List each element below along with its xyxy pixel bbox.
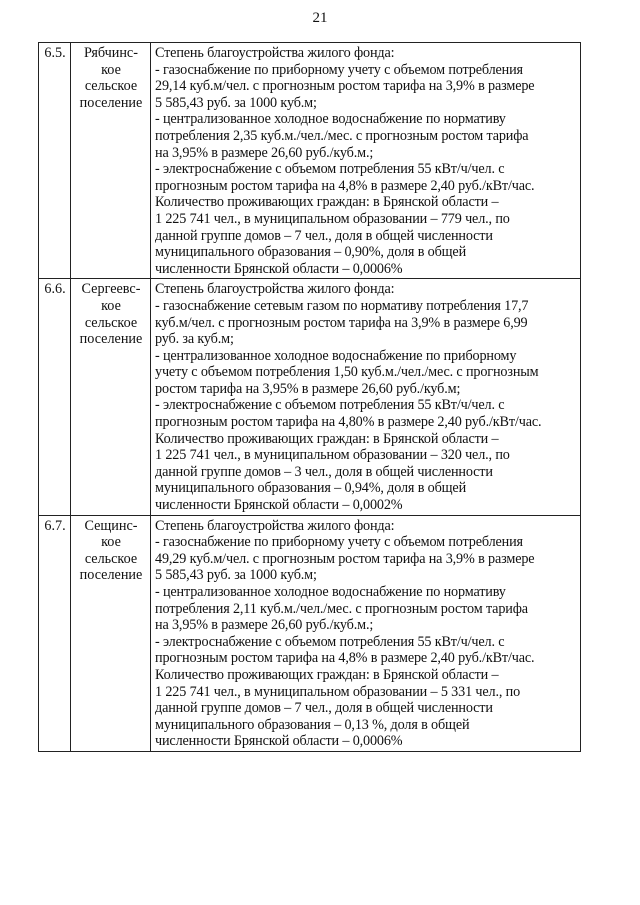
description-line: 1 225 741 чел., в муниципальном образовании – 320 чел., по (155, 447, 510, 464)
description-line: потребления 2,35 куб.м./чел./мес. с прогнозным ростом тарифа (155, 127, 529, 144)
settlement-name (71, 279, 151, 515)
description-line: Степень благоустройства жилого фонда: (155, 281, 395, 298)
row-number: 6.5. (39, 43, 71, 279)
settlement-name-line: кое (101, 297, 121, 314)
settlement-name-line: сельское (84, 550, 138, 567)
description-line: учету с объемом потребления 1,50 куб.м./чел./мес. с прогнозным (155, 364, 539, 381)
description-line: Степень благоустройства жилого фонда: (155, 517, 395, 534)
row-number: 6.6. (39, 279, 71, 515)
settlement-name-line: Сещинс- (84, 517, 138, 534)
description-line: Количество проживающих граждан: в Брянской области – (155, 666, 499, 683)
description-line: - газоснабжение по приборному учету с объемом потребления (155, 61, 523, 78)
description-line: куб.м/чел. с прогнозным ростом тарифа на 3,9% в размере 6,99 (155, 314, 528, 331)
description-line: руб. за куб.м; (155, 331, 234, 348)
description-line: данной группе домов – 7 чел., доля в общей численности (155, 700, 493, 717)
housing-description (151, 279, 581, 515)
settlement-name-line: кое (101, 61, 121, 78)
description-line: ростом тарифа на 3,95% в размере 26,60 руб./куб.м; (155, 380, 461, 397)
settlement-name-line: поселение (79, 94, 143, 111)
description-line: данной группе домов – 7 чел., доля в общей численности (155, 227, 493, 244)
description-line: 1 225 741 чел., в муниципальном образовании – 779 чел., по (155, 210, 510, 227)
settlement-name (71, 43, 151, 279)
settlement-name-line: сельское (84, 314, 138, 331)
description-line: муниципального образования – 0,13 %, доля в общей (155, 716, 470, 733)
description-line: - электроснабжение с объемом потребления 55 кВт/ч/чел. с (155, 397, 505, 414)
page-number: 21 (312, 10, 328, 26)
description-line: прогнозным ростом тарифа на 4,8% в размере 2,40 руб./кВт/час. (155, 650, 535, 667)
description-line: численности Брянской области – 0,0002% (155, 497, 403, 514)
table-row (39, 279, 581, 515)
description-line: прогнозным ростом тарифа на 4,80% в размере 2,40 руб./кВт/час. (155, 414, 542, 431)
description-line: на 3,95% в размере 26,60 руб./куб.м.; (155, 144, 374, 161)
description-line: муниципального образования – 0,90%, доля в общей (155, 244, 467, 261)
description-line: численности Брянской области – 0,0006% (155, 733, 403, 750)
description-line: потребления 2,11 куб.м./чел./мес. с прогнозным ростом тарифа (155, 600, 528, 617)
description-line: Количество проживающих граждан: в Брянской области – (155, 194, 499, 211)
settlement-name-line: сельское (84, 78, 138, 95)
description-line: - электроснабжение с объемом потребления 55 кВт/ч/чел. с (155, 161, 505, 178)
description-line: Количество проживающих граждан: в Брянской области – (155, 430, 499, 447)
table-row (39, 515, 581, 751)
description-line: - электроснабжение с объемом потребления 55 кВт/ч/чел. с (155, 633, 505, 650)
description-line: 49,29 куб.м/чел. с прогнозным ростом тарифа на 3,9% в размере (155, 550, 535, 567)
settlement-name (71, 515, 151, 751)
description-line: муниципального образования – 0,94%, доля в общей (155, 480, 467, 497)
table-row (39, 43, 581, 279)
description-line: - централизованное холодное водоснабжение по нормативу (155, 584, 506, 600)
description-line: 5 585,43 руб. за 1000 куб.м; (155, 94, 317, 111)
description-line: 29,14 куб.м/чел. с прогнозным ростом тарифа на 3,9% в размере (155, 78, 535, 95)
settlement-name-line: поселение (79, 567, 143, 584)
housing-description (151, 515, 581, 751)
description-line: 1 225 741 чел., в муниципальном образовании – 5 331 чел., по (155, 683, 521, 700)
housing-description (151, 43, 581, 279)
description-line: - газоснабжение сетевым газом по нормативу потребления 17,7 (155, 297, 529, 314)
description-line: численности Брянской области – 0,0006% (155, 260, 403, 277)
description-line: - централизованное холодное водоснабжение по приборному (155, 347, 517, 364)
row-number: 6.7. (39, 515, 71, 751)
settlement-name-line: поселение (79, 331, 143, 348)
description-line: - газоснабжение по приборному учету с объемом потребления (155, 534, 523, 551)
description-line: - централизованное холодное водоснабжение по нормативу (155, 111, 506, 128)
description-line: данной группе домов – 3 чел., доля в общей численности (155, 463, 493, 480)
description-line: Степень благоустройства жилого фонда: (155, 45, 395, 61)
description-line: 5 585,43 руб. за 1000 куб.м; (155, 567, 317, 584)
settlement-name-line: кое (101, 534, 121, 551)
settlement-name-line: Сергеевс- (81, 281, 141, 298)
description-line: прогнозным ростом тарифа на 4,8% в размере 2,40 руб./кВт/час. (155, 177, 535, 194)
description-line: на 3,95% в размере 26,60 руб./куб.м.; (155, 617, 374, 634)
settlement-table (38, 42, 581, 752)
settlement-name-line: Рябчинс- (84, 45, 138, 61)
